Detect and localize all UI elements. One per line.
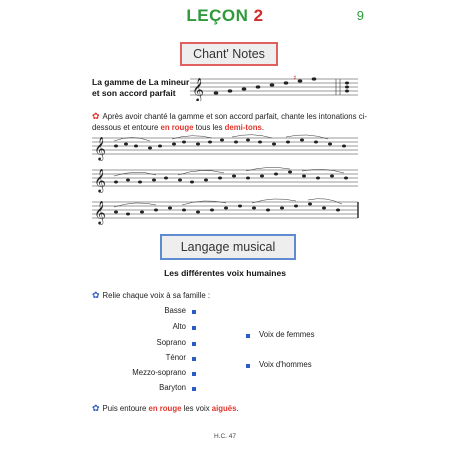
connect-dot-femmes[interactable] <box>246 334 250 338</box>
voice-basse: Basse <box>164 306 186 315</box>
lesson-word: LEÇON <box>186 6 249 25</box>
langage-musical-title: Langage musical <box>160 234 296 260</box>
flower-icon: ✿ <box>92 403 100 413</box>
final-instruction: ✿ Puis entoure en rouge les voix aiguës. <box>92 403 239 413</box>
connect-dot-baryton[interactable] <box>192 387 196 391</box>
voice-mezzo-soprano: Mezzo-soprano <box>132 368 186 377</box>
sharp-mark: ♯ <box>293 75 297 82</box>
scale-notes <box>214 77 317 94</box>
connect-dot-hommes[interactable] <box>246 364 250 368</box>
chant-notes-title: Chant' Notes <box>180 42 278 66</box>
connect-dot-alto[interactable] <box>192 326 196 330</box>
lesson-title <box>0 6 450 26</box>
page-number: 9 <box>356 8 364 23</box>
connect-dot-basse[interactable] <box>192 310 196 314</box>
voice-soprano: Soprano <box>156 338 186 347</box>
slurs <box>114 135 344 207</box>
treble-clef-icon: 𝄞 <box>192 77 204 101</box>
group-femmes: Voix de femmes <box>259 330 315 339</box>
footer-code: H.C. 47 <box>213 433 237 440</box>
chant-instruction: ✿ Après avoir chanté la gamme et son accord parfait, chante les intonations ci-dessous et entoure en rouge tous les demi-tons. <box>92 111 367 132</box>
scale-label: La gamme de La mineur et son accord parfait <box>92 77 190 98</box>
scale-staff <box>190 75 360 101</box>
melody-staves <box>92 134 360 226</box>
flower-icon: ✿ <box>92 111 100 121</box>
relie-instruction: ✿ Relie chaque voix à sa famille : <box>92 290 211 300</box>
connect-dot-soprano[interactable] <box>192 342 196 346</box>
connect-dot-tenor[interactable] <box>192 357 196 361</box>
voice-baryton: Baryton <box>159 383 186 392</box>
group-hommes: Voix d'hommes <box>259 360 312 369</box>
treble-clef-icon: 𝄞 <box>94 136 106 160</box>
connect-dot-mezzo-soprano[interactable] <box>192 372 196 376</box>
voice-alto: Alto <box>172 322 186 331</box>
voice-tenor: Ténor <box>165 353 186 362</box>
treble-clef-icon: 𝄞 <box>94 200 106 224</box>
treble-clef-icon: 𝄞 <box>94 168 106 192</box>
lesson-number: 2 <box>253 6 264 25</box>
voices-subtitle: Les différentes voix humaines <box>164 268 286 278</box>
flower-icon: ✿ <box>92 290 100 300</box>
